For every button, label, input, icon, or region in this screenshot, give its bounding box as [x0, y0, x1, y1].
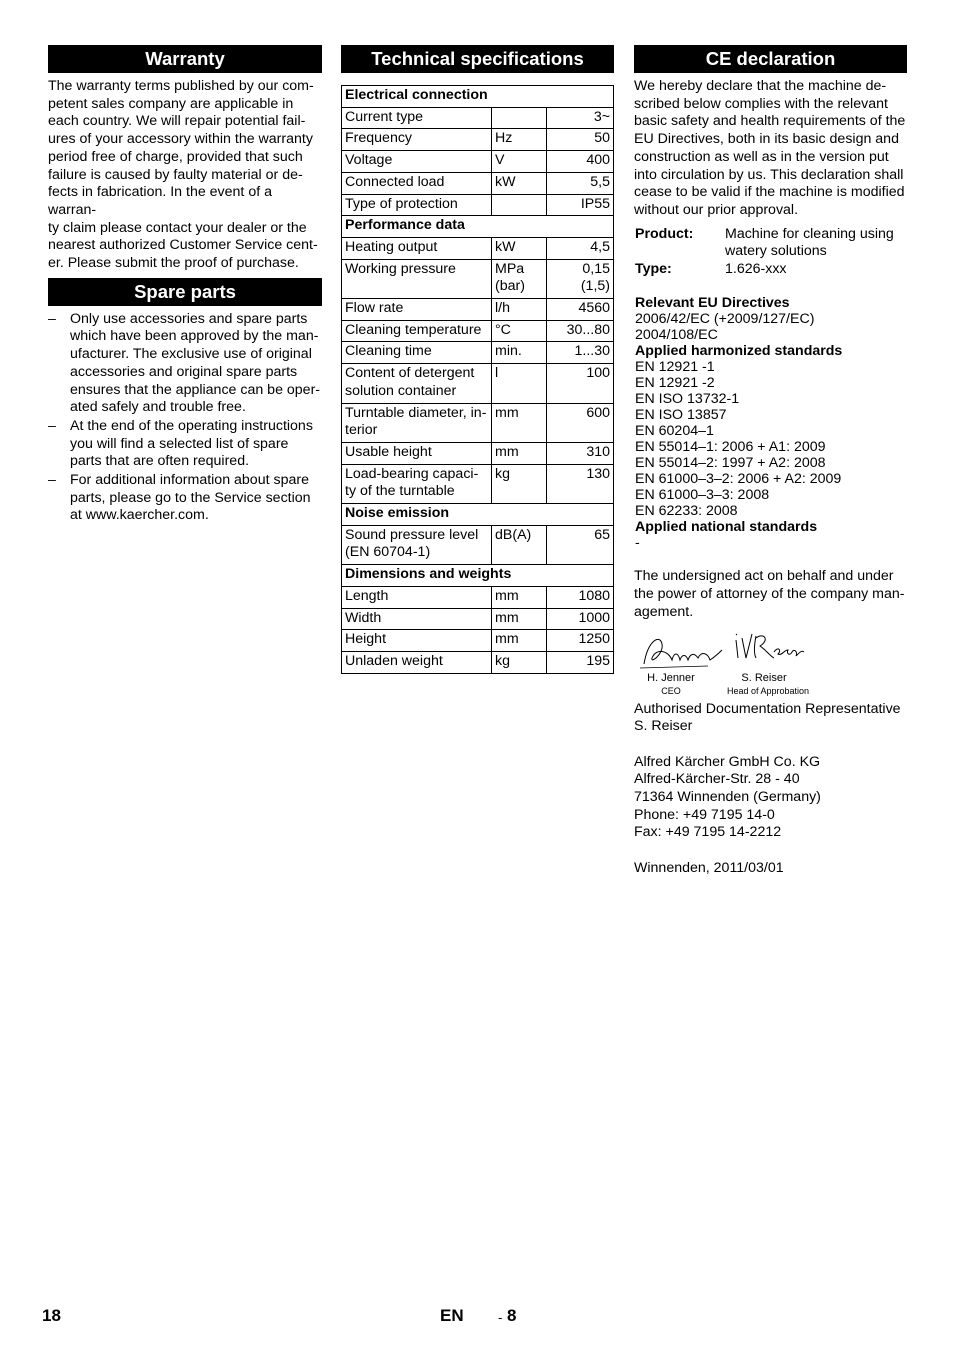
- spec-label-line: Length: [345, 587, 389, 604]
- spec-label-line: Width: [345, 609, 382, 626]
- spare-parts-line: ufacturer. The exclusive use of original: [70, 346, 312, 363]
- spec-row: [342, 525, 614, 564]
- type-row: [634, 261, 907, 279]
- ce-intro-line: basic safety and health requirements of the: [634, 113, 906, 130]
- spec-unit: [492, 651, 547, 673]
- spec-unit-line: min.: [495, 343, 522, 360]
- spec-row: [342, 442, 614, 464]
- spec-label: [342, 442, 492, 464]
- spec-unit: [492, 194, 547, 216]
- spec-row: [342, 342, 614, 364]
- spec-label-line: Unladen weight: [345, 652, 443, 669]
- spec-label-line: Flow rate: [345, 300, 404, 317]
- spec-value: [547, 194, 614, 216]
- dash-bullet: –: [48, 310, 56, 327]
- spec-section-title: Dimensions and weights: [342, 565, 614, 587]
- spec-row: [342, 608, 614, 630]
- ce-intro: [634, 78, 907, 220]
- spec-value: [547, 586, 614, 608]
- spec-value-line: 195: [586, 652, 610, 669]
- spec-label-line: Working pressure: [345, 260, 456, 277]
- spec-label-line: (EN 60704-1): [345, 544, 431, 561]
- tech-specs-heading: Technical specifications: [341, 45, 614, 73]
- spec-value-line: 1080: [578, 587, 610, 604]
- spec-value-line: 4,5: [590, 238, 610, 255]
- spec-value: [547, 630, 614, 652]
- warranty-line: fects in fabrication. In the event of a warran-: [48, 184, 272, 218]
- spare-parts-line: ated safely and trouble free.: [70, 399, 246, 416]
- spec-value-line: 4560: [578, 300, 610, 317]
- spec-value: [547, 525, 614, 564]
- warranty-line: nearest authorized Customer Service cent-: [48, 237, 318, 254]
- spec-unit-line: mm: [495, 404, 519, 421]
- spare-parts-line: At the end of the operating instructions: [70, 417, 313, 434]
- spec-value: [547, 403, 614, 442]
- product-value-line: Machine for cleaning using: [725, 225, 894, 242]
- spec-unit-line: °C: [495, 321, 511, 338]
- spec-section-row: [342, 504, 614, 526]
- spec-unit: [492, 630, 547, 652]
- signature-name-reiser: S. Reiser: [741, 671, 787, 684]
- undersigned-line: the power of attorney of the company man-: [634, 586, 905, 603]
- spec-value-line: 65: [594, 526, 610, 543]
- standards-heading: Applied harmonized standards: [635, 342, 843, 359]
- address-line: Fax: +49 7195 14-2212: [634, 824, 782, 841]
- spec-unit: [492, 237, 547, 259]
- warranty-line: petent sales company are applicable in: [48, 95, 294, 112]
- spec-unit-line: mm: [495, 609, 519, 626]
- spec-label: [342, 320, 492, 342]
- standard-item: EN ISO 13857: [635, 406, 727, 423]
- spec-label-line: Cleaning time: [345, 343, 432, 360]
- spec-section-row: [342, 86, 614, 108]
- spec-unit-line: mm: [495, 631, 519, 648]
- spec-row: [342, 586, 614, 608]
- spec-section-row: [342, 565, 614, 587]
- spec-unit: [492, 403, 547, 442]
- spec-row: [342, 107, 614, 129]
- spec-label-line: Height: [345, 631, 387, 648]
- column-ce-declaration: [634, 45, 907, 878]
- authorised-representative: [634, 701, 907, 736]
- spec-row: [342, 129, 614, 151]
- signatures: [634, 628, 907, 698]
- spec-section-title: Performance data: [342, 216, 614, 238]
- spec-label-line: Usable height: [345, 443, 432, 460]
- ce-intro-line: We hereby declare that the machine de-: [634, 78, 887, 94]
- spec-value-line: 1000: [578, 609, 610, 626]
- warranty-line: ures of your accessory within the warranty: [48, 131, 313, 148]
- spec-section-row: [342, 216, 614, 238]
- undersigned-line: agement.: [634, 603, 694, 620]
- spec-label: [342, 259, 492, 298]
- spec-unit: [492, 342, 547, 364]
- sub-page-dash: -: [498, 1310, 503, 1325]
- column-technical-specifications: [341, 45, 614, 674]
- undersigned-line: The undersigned act on behalf and under: [634, 568, 894, 585]
- spec-unit: [492, 464, 547, 503]
- spare-parts-item: [48, 472, 322, 525]
- spec-row: [342, 299, 614, 321]
- spec-label: [342, 194, 492, 216]
- spec-unit: [492, 586, 547, 608]
- spec-unit: [492, 172, 547, 194]
- spec-label: [342, 651, 492, 673]
- spec-unit-line: dB(A): [495, 526, 532, 543]
- dash-bullet: –: [48, 472, 56, 489]
- spec-value-line: 130: [586, 465, 610, 482]
- standard-item: 2004/108/EC: [635, 326, 718, 343]
- spec-unit-line: MPa: [495, 260, 525, 277]
- language-code: EN: [440, 1306, 464, 1325]
- spec-value-line: 3~: [593, 108, 610, 125]
- spec-label: [342, 237, 492, 259]
- spare-parts-line: at www.kaercher.com.: [70, 507, 209, 524]
- spec-value: [547, 442, 614, 464]
- spec-label-line: Heating output: [345, 238, 438, 255]
- ce-intro-line: construction as well as in the version put: [634, 148, 889, 165]
- spec-label-line: Cleaning temperature: [345, 321, 482, 338]
- product-value-line: watery solutions: [725, 243, 827, 260]
- dash-bullet: –: [48, 417, 56, 434]
- warranty-text: [48, 78, 322, 273]
- spare-parts-line: ensures that the appliance can be oper-: [70, 381, 321, 398]
- spec-value: [547, 364, 614, 403]
- spec-unit-line: l: [495, 365, 499, 382]
- spec-label-line: Connected load: [345, 173, 445, 190]
- standard-item: EN 60204–1: [635, 422, 714, 439]
- spec-value-line: 50: [594, 130, 610, 147]
- spec-row: [342, 320, 614, 342]
- address-line: Phone: +49 7195 14-0: [634, 806, 775, 823]
- column-warranty-spare-parts: [48, 45, 322, 526]
- spare-parts-list: [48, 311, 322, 525]
- spec-row: [342, 364, 614, 403]
- spec-unit: [492, 107, 547, 129]
- spec-label: [342, 586, 492, 608]
- place-date: Winnenden, 2011/03/01: [634, 859, 784, 876]
- spec-unit-line: kW: [495, 238, 516, 255]
- spec-label: [342, 525, 492, 564]
- warranty-line: each country. We will repair potential fail-: [48, 113, 306, 130]
- spec-row: [342, 464, 614, 503]
- spec-value-line: 0,15: [582, 260, 610, 277]
- spec-value: [547, 259, 614, 298]
- spec-unit-line: (bar): [495, 278, 525, 295]
- spec-label-line: Frequency: [345, 130, 413, 147]
- spec-unit: [492, 299, 547, 321]
- spare-parts-line: accessories and original spare parts: [70, 363, 298, 380]
- address-line: Alfred-Kärcher-Str. 28 - 40: [634, 771, 800, 788]
- spec-value-line: 5,5: [590, 173, 610, 190]
- spec-value-line: 100: [586, 365, 610, 382]
- standard-item: EN 12921 -1: [635, 358, 715, 375]
- spec-value: [547, 464, 614, 503]
- signature-reiser-image: [730, 628, 806, 662]
- spec-value: [547, 107, 614, 129]
- spare-parts-line: parts, please go to the Service section: [70, 489, 311, 506]
- spec-label-line: Load-bearing capaci-: [345, 465, 479, 482]
- standard-item: EN 55014–2: 1997 + A2: 2008: [635, 454, 826, 471]
- spec-label: [342, 364, 492, 403]
- standard-item: -: [635, 534, 640, 551]
- spec-unit-line: kW: [495, 173, 516, 190]
- spec-row: [342, 172, 614, 194]
- spec-row: [342, 237, 614, 259]
- spec-label-line: Current type: [345, 108, 424, 125]
- spec-value-line: 1...30: [574, 343, 610, 360]
- spec-value: [547, 651, 614, 673]
- warranty-line: period free of charge, provided that such: [48, 148, 303, 165]
- signature-role-approbation: Head of Approbation: [726, 685, 810, 696]
- spec-value-line: 600: [586, 404, 610, 421]
- ce-intro-line: scribed below complies with the relevant: [634, 95, 888, 112]
- standards-heading: Applied national standards: [635, 518, 818, 535]
- spare-parts-line: Only use accessories and spare parts: [70, 310, 308, 327]
- authorised-line: Authorised Documentation Representative: [634, 700, 901, 717]
- spare-parts-line: For additional information about spare: [70, 472, 309, 489]
- spec-unit-line: l/h: [495, 300, 510, 317]
- spec-row: [342, 403, 614, 442]
- spec-unit: [492, 151, 547, 173]
- spare-parts-item: [48, 418, 322, 471]
- spec-value-line: 30...80: [566, 321, 610, 338]
- ce-intro-line: cease to be valid if the machine is modified: [634, 184, 905, 201]
- sub-page-number: 8: [507, 1306, 517, 1325]
- spec-unit-line: kg: [495, 652, 510, 669]
- spec-unit-line: Hz: [495, 130, 513, 147]
- spec-label: [342, 129, 492, 151]
- ce-intro-line: into circulation by us. This declaration shall: [634, 166, 904, 183]
- spec-unit-line: mm: [495, 587, 519, 604]
- spec-unit-line: mm: [495, 443, 519, 460]
- spec-label: [342, 403, 492, 442]
- spec-label: [342, 464, 492, 503]
- spec-value: [547, 129, 614, 151]
- spec-section-title: Noise emission: [342, 504, 614, 526]
- standard-item: EN 61000–3–2: 2006 + A2: 2009: [635, 470, 842, 487]
- ce-intro-line: without our prior approval.: [634, 201, 799, 218]
- tech-specs-table: [341, 85, 614, 674]
- warranty-heading: Warranty: [48, 45, 322, 73]
- spec-row: [342, 630, 614, 652]
- spec-label-line: Content of detergent: [345, 365, 475, 382]
- standard-item: EN ISO 13732-1: [635, 390, 740, 407]
- page-number: 18: [42, 1306, 61, 1325]
- spec-label-line: Sound pressure level: [345, 526, 479, 543]
- spec-label-line: Type of protection: [345, 195, 458, 212]
- standard-item: EN 62233: 2008: [635, 502, 738, 519]
- standard-item: EN 55014–1: 2006 + A1: 2009: [635, 438, 826, 455]
- authorised-line: S. Reiser: [634, 718, 693, 735]
- spec-label-line: Voltage: [345, 152, 393, 169]
- spec-value: [547, 342, 614, 364]
- spec-value-line: 310: [586, 443, 610, 460]
- type-value: 1.626-xxx: [725, 261, 787, 278]
- ce-heading: CE declaration: [634, 45, 907, 73]
- spec-label: [342, 107, 492, 129]
- standard-item: EN 61000–3–3: 2008: [635, 486, 770, 503]
- spare-parts-line: parts that are often required.: [70, 453, 250, 470]
- address-line: 71364 Winnenden (Germany): [634, 789, 821, 806]
- spec-unit: [492, 129, 547, 151]
- spec-unit: [492, 259, 547, 298]
- undersigned-text: [634, 568, 907, 621]
- warranty-line: The warranty terms published by our com-: [48, 78, 314, 94]
- spec-label-line: solution container: [345, 382, 457, 399]
- spec-label: [342, 608, 492, 630]
- spec-unit-line: kg: [495, 465, 510, 482]
- standard-item: 2006/42/EC (+2009/127/EC): [635, 310, 815, 327]
- warranty-line: failure is caused by faulty material or de-: [48, 166, 303, 183]
- company-address: [634, 754, 907, 843]
- spec-section-title: Electrical connection: [342, 86, 614, 108]
- warranty-line: er. Please submit the proof of purchase.: [48, 255, 299, 272]
- spec-value: [547, 151, 614, 173]
- spec-label-line: terior: [345, 422, 378, 439]
- spec-row: [342, 259, 614, 298]
- spec-value-line: IP55: [580, 195, 610, 212]
- spec-label-line: Turntable diameter, in-: [345, 404, 487, 421]
- product-row: [634, 226, 907, 261]
- spec-unit-line: V: [495, 152, 505, 169]
- spec-value: [547, 608, 614, 630]
- product-value: [725, 226, 907, 261]
- spec-unit: [492, 320, 547, 342]
- spec-row: [342, 194, 614, 216]
- spec-label: [342, 299, 492, 321]
- address-line: Alfred Kärcher GmbH Co. KG: [634, 753, 821, 770]
- product-label: Product:: [635, 225, 694, 242]
- standard-item: EN 12921 -2: [635, 374, 715, 391]
- spec-row: [342, 651, 614, 673]
- spec-row: [342, 151, 614, 173]
- standards-list: [634, 295, 907, 551]
- spec-label-line: ty of the turntable: [345, 483, 455, 500]
- spec-value-line: 1250: [578, 631, 610, 648]
- spec-unit: [492, 525, 547, 564]
- type-label: Type:: [635, 261, 672, 278]
- spec-label: [342, 151, 492, 173]
- spare-parts-item: [48, 311, 322, 417]
- spec-unit: [492, 442, 547, 464]
- spare-parts-line: you will find a selected list of spare: [70, 435, 289, 452]
- spec-unit: [492, 608, 547, 630]
- signature-jenner-image: [638, 630, 728, 672]
- spec-value-line: (1,5): [580, 278, 610, 295]
- spec-label: [342, 630, 492, 652]
- spec-value: [547, 172, 614, 194]
- signature-role-ceo: CEO: [661, 685, 681, 696]
- spec-label: [342, 172, 492, 194]
- signature-name-jenner: H. Jenner: [647, 671, 695, 684]
- warranty-line: ty claim please contact your dealer or the: [48, 219, 307, 236]
- standards-heading: Relevant EU Directives: [635, 294, 790, 311]
- spec-value: [547, 320, 614, 342]
- spare-parts-line: which have been approved by the man-: [70, 328, 319, 345]
- ce-intro-line: EU Directives, both in its basic design and: [634, 131, 899, 148]
- spec-value: [547, 237, 614, 259]
- spec-value: [547, 299, 614, 321]
- spare-parts-heading: Spare parts: [48, 278, 322, 306]
- spec-unit: [492, 364, 547, 403]
- spec-value-line: 400: [586, 152, 610, 169]
- spec-label: [342, 342, 492, 364]
